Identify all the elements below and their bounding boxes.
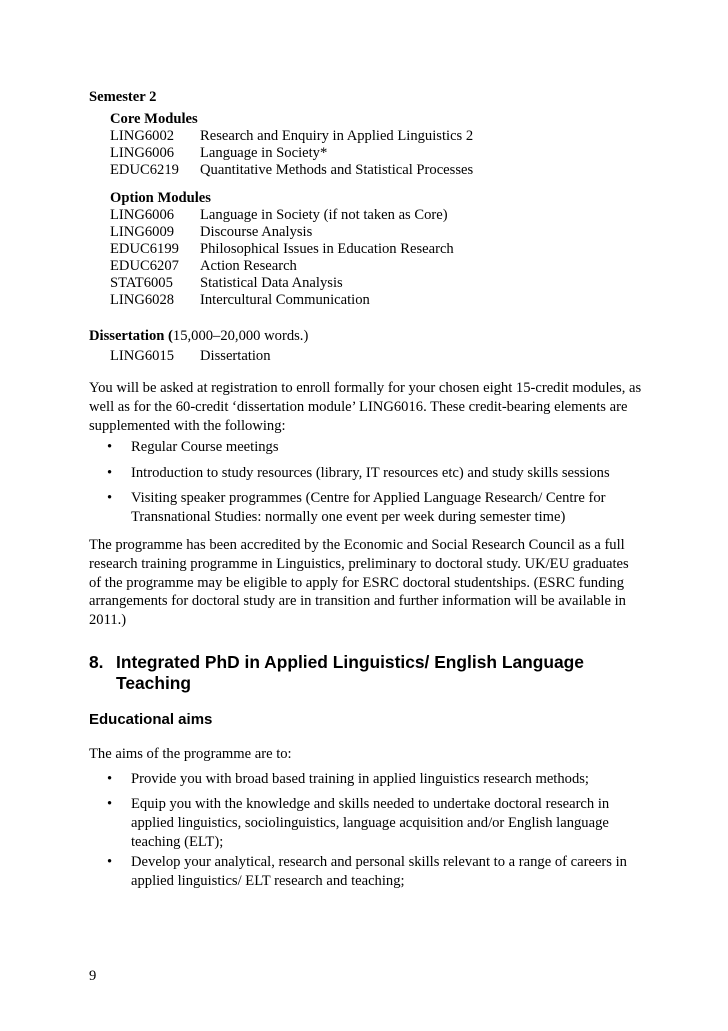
list-item [107,438,647,457]
module-row [110,224,454,241]
module-code: EDUC6199 [110,241,179,257]
section-number: 8. [89,652,104,672]
bullet-icon: • [107,796,113,812]
module-name: Language in Society* [200,145,328,161]
dissertation-word-count: 15,000–20,000 words.) [172,328,309,344]
page-number: 9 [89,968,97,984]
list-item [107,853,647,891]
option-modules-section [110,190,454,309]
module-name: Dissertation [200,348,271,364]
list-item [107,489,647,527]
module-row [110,348,271,365]
module-code: LING6006 [110,207,175,223]
bullet-icon: • [107,465,113,481]
module-name: Language in Society (if not taken as Core) [200,207,448,223]
module-name: Action Research [200,258,297,274]
dissertation-label: Dissertation ( [89,328,173,344]
semester-heading: Semester 2 [89,89,157,105]
aims-intro: The aims of the programme are to: [89,746,292,762]
module-row [110,162,473,179]
option-modules-title: Option Modules [110,190,211,206]
module-name: Intercultural Communication [200,292,370,308]
module-row [110,145,473,162]
list-item-text: Visiting speaker programmes (Centre for Applied Language Research/ Centre for Transnational Studies: normally one event per week during semester time) [131,490,606,525]
core-modules-section [110,111,473,179]
bullet-icon: • [107,771,113,787]
module-row [110,258,454,275]
list-item [107,464,647,483]
module-code: LING6006 [110,145,175,161]
module-row [110,292,454,309]
module-name: Research and Enquiry in Applied Linguistics 2 [200,128,474,144]
module-code: LING6028 [110,292,175,308]
bullet-icon: • [107,490,113,506]
bullet-icon: • [107,854,113,870]
module-name: Philosophical Issues in Education Research [200,241,454,257]
module-row [110,207,454,224]
module-code: LING6015 [110,348,175,364]
section-heading [89,652,649,694]
module-code: STAT6005 [110,275,173,291]
module-code: EDUC6207 [110,258,179,274]
list-item-text: Provide you with broad based training in applied linguistics research methods; [131,771,589,787]
module-row [110,275,454,292]
accreditation-paragraph: The programme has been accredited by the Economic and Social Research Council as a full research training programme in Linguistics, preliminary to doctoral study. UK/EU graduates of the programme may be eligible to apply for ESRC doctoral studentships. (ESRC funding arrangements for doctoral study are in transition and further information will be available in 2011.) [89,537,629,629]
list-item [107,770,647,789]
list-item [107,795,647,851]
list-item-text: Develop your analytical, research and personal skills relevant to a range of careers in applied linguistics/ ELT research and teaching; [131,854,627,889]
list-item-text: Introduction to study resources (library, IT resources etc) and study skills sessions [131,465,610,481]
core-modules-title: Core Modules [110,111,198,127]
module-code: EDUC6219 [110,162,179,178]
dissertation-module [110,348,271,365]
module-code: LING6002 [110,128,175,144]
module-row [110,128,473,145]
dissertation-heading [89,328,649,345]
module-name: Quantitative Methods and Statistical Processes [200,162,474,178]
module-row [110,241,454,258]
module-code: LING6009 [110,224,175,240]
section-title-line2: Teaching [116,673,192,693]
list-item-text: Regular Course meetings [131,439,279,455]
registration-paragraph: You will be asked at registration to enroll formally for your chosen eight 15-credit modules, as well as for the 60-credit ‘dissertation module’ LING6016. These credit-bearing elements are supplemented with the following: [89,380,642,434]
educational-aims-heading: Educational aims [89,711,213,728]
bullet-icon: • [107,439,113,455]
module-name: Discourse Analysis [200,224,313,240]
section-title-line1: Integrated PhD in Applied Linguistics/ English Language [116,652,584,672]
module-name: Statistical Data Analysis [200,275,343,291]
list-item-text: Equip you with the knowledge and skills needed to undertake doctoral research in applied linguistics, sociolinguistics, language acquisition and/or English language teaching (ELT); [131,796,610,850]
